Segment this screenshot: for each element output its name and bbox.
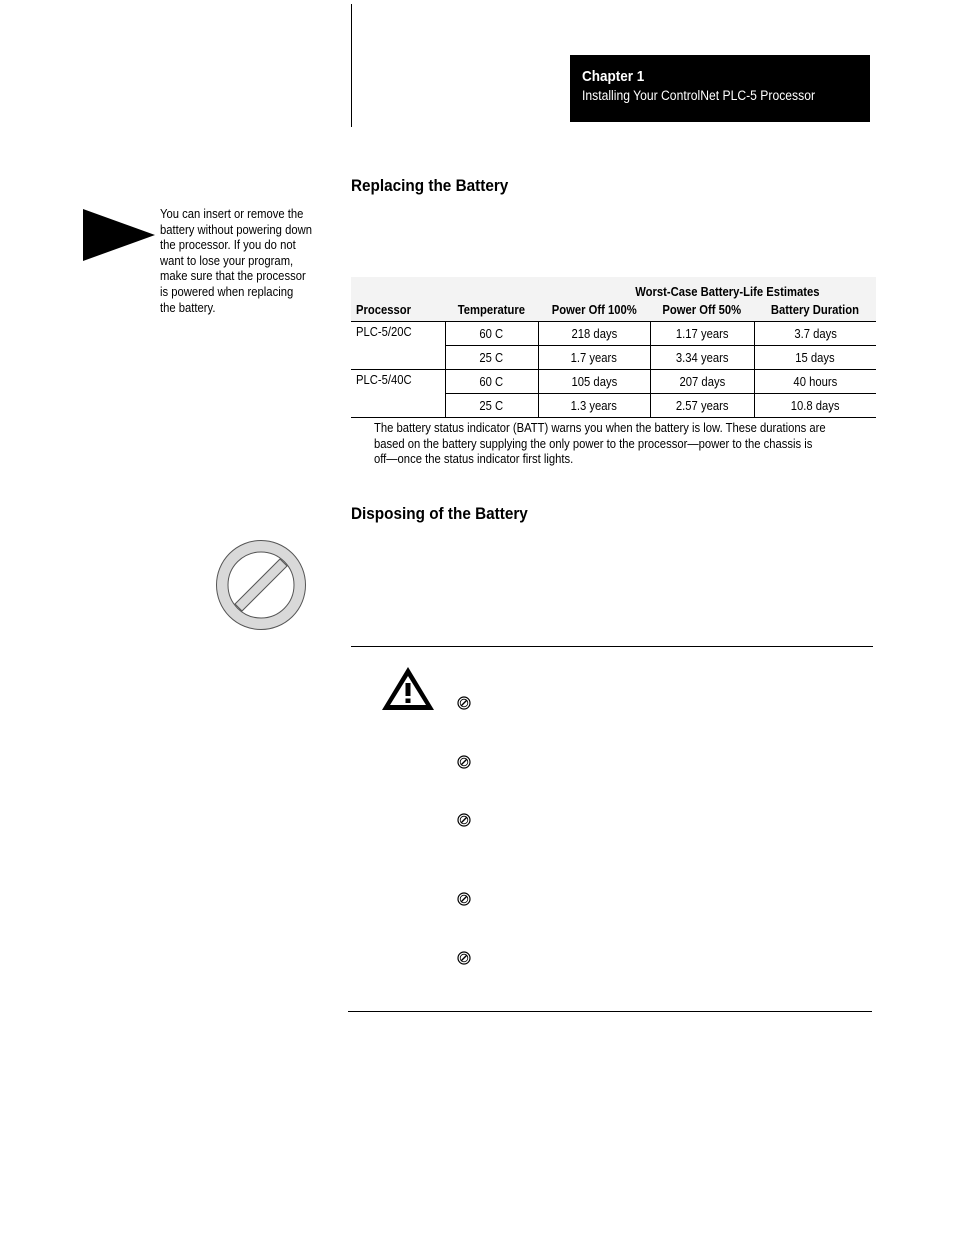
table-note-line: based on the battery supplying the only power to the processor—power to the chassis is <box>374 436 813 451</box>
side-note-line: is powered when replacing <box>160 284 294 299</box>
prohibited-bullet-icon <box>457 813 471 827</box>
prohibited-bullet-icon <box>457 696 471 710</box>
table-group-header: Worst-Case Battery-Life Estimates <box>634 285 820 299</box>
column-header-processor: Processor <box>351 299 445 322</box>
table-row <box>351 370 876 394</box>
cell-battery-duration: 40 hours <box>754 370 876 394</box>
column-header-temperature: Temperature <box>445 299 538 322</box>
table-note-line: The battery status indicator (BATT) warns you when the battery is low. These durations are <box>374 421 826 435</box>
cell-temperature: 25 C <box>445 346 538 370</box>
side-note-line: battery without powering down <box>160 222 312 237</box>
chapter-subtitle: Installing Your ControlNet PLC-5 Processor <box>582 88 816 103</box>
arrow-right-icon <box>83 209 155 261</box>
side-note <box>160 207 318 316</box>
cell-power-off-100: 1.7 years <box>538 346 650 370</box>
column-header-battery-duration: Battery Duration <box>754 299 876 322</box>
table-note <box>374 421 842 468</box>
side-note-line: the battery. <box>160 300 216 315</box>
cell-battery-duration: 3.7 days <box>754 322 876 346</box>
battery-life-table <box>351 277 876 418</box>
prohibited-bullet-icon <box>457 892 471 906</box>
cell-power-off-50: 207 days <box>650 370 754 394</box>
warning-triangle-icon <box>380 665 436 713</box>
side-note-line: want to lose your program, <box>160 253 294 268</box>
cell-temperature: 60 C <box>445 322 538 346</box>
cell-temperature: 25 C <box>445 394 538 418</box>
prohibited-icon <box>215 539 307 631</box>
warning-top-rule <box>351 646 873 647</box>
cell-battery-duration: 15 days <box>754 346 876 370</box>
cell-power-off-100: 1.3 years <box>538 394 650 418</box>
column-header-power-off-100: Power Off 100% <box>538 299 650 322</box>
cell-power-off-50: 2.57 years <box>650 394 754 418</box>
column-header-power-off-50: Power Off 50% <box>650 299 754 322</box>
cell-power-off-50: 3.34 years <box>650 346 754 370</box>
table-row <box>351 322 876 346</box>
cell-processor: PLC-5/20C <box>351 322 445 370</box>
cell-power-off-100: 218 days <box>538 322 650 346</box>
cell-power-off-100: 105 days <box>538 370 650 394</box>
section-title-replacing: Replacing the Battery <box>351 176 509 195</box>
margin-rule <box>351 4 352 127</box>
cell-power-off-50: 1.17 years <box>650 322 754 346</box>
cell-temperature: 60 C <box>445 370 538 394</box>
prohibited-bullet-icon <box>457 951 471 965</box>
section-title-disposing: Disposing of the Battery <box>351 504 528 523</box>
cell-processor: PLC-5/40C <box>351 370 445 418</box>
side-note-line: make sure that the processor <box>160 269 306 284</box>
prohibited-bullet-icon <box>457 755 471 769</box>
side-note-line: the processor. If you do not <box>160 238 296 253</box>
chapter-header <box>570 55 870 122</box>
warning-bottom-rule <box>348 1011 872 1012</box>
cell-battery-duration: 10.8 days <box>754 394 876 418</box>
chapter-label: Chapter 1 <box>582 68 645 85</box>
table-note-line: off—once the status indicator first lights. <box>374 452 574 467</box>
side-note-line: You can insert or remove the <box>160 207 304 221</box>
